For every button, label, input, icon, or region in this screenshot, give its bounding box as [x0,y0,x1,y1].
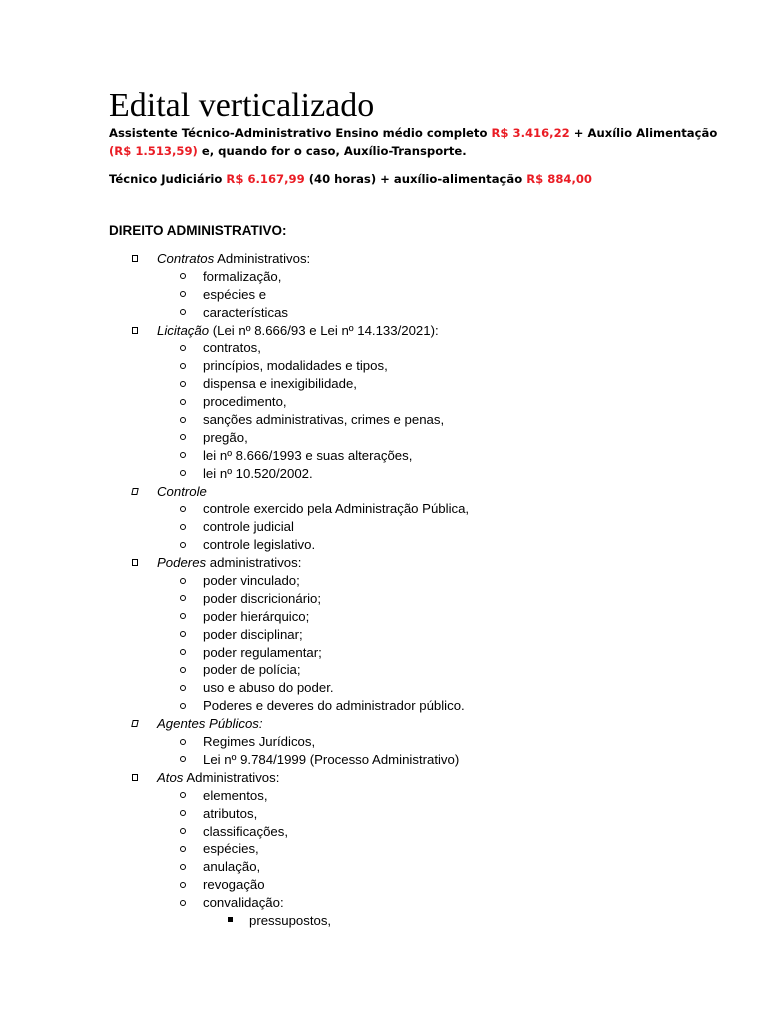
subtopic-item [0,751,768,769]
topic-item [0,322,768,340]
subtopic-label: convalidação: [203,895,284,911]
square-bullet-icon [131,720,138,727]
topic-label-italic: Controle [157,483,207,499]
subtopic-item [0,590,768,608]
subtopic-item [0,304,768,322]
subtopic-label: atributos, [203,805,258,821]
topic-item [0,250,768,268]
topic-item [0,769,768,787]
circle-bullet-icon [180,381,186,387]
circle-bullet-icon [180,864,186,870]
position-name: Assistente Técnico-Administrativo Ensino médio completo [109,126,492,140]
subtopic-item [0,393,768,411]
square-bullet-icon [131,488,138,495]
topic-label-italic: Atos [157,769,184,785]
benefit-name: (40 horas) + auxílio-alimentação [304,172,527,186]
subtopic-label: características [203,304,289,320]
topic-label [157,715,263,733]
subtopic-item [0,894,768,912]
circle-bullet-icon [180,846,186,852]
topic-item [0,554,768,572]
subtopic-label: lei nº 10.520/2002. [203,465,313,481]
subtopic-item [0,733,768,751]
subtopic-label: controle judicial [203,519,294,535]
position-assistente-line2 [109,142,467,160]
topic-label [157,483,207,501]
sub-subtopic-item [0,912,768,930]
circle-bullet-icon [180,703,186,709]
square-bullet-icon [132,559,138,566]
subtopic-label: Poderes e deveres do administrador público. [203,698,465,714]
subtopic-label: pregão, [203,429,248,445]
subtopic-label: procedimento, [203,394,287,410]
subtopic-item [0,876,768,894]
subtopic-label: Lei nº 9.784/1999 (Processo Administrativo) [203,751,460,767]
topic-item [0,715,768,733]
subtopic-item [0,375,768,393]
subtopic-item [0,805,768,823]
circle-bullet-icon [180,291,186,297]
subtopic-label: poder vinculado; [203,573,300,589]
subtopic-item [0,447,768,465]
position-tecnico-line [109,170,592,188]
section-title: DIREITO ADMINISTRATIVO: [109,223,287,238]
subtopic-item [0,411,768,429]
square-filled-bullet-icon [228,917,233,922]
topic-label [157,250,310,268]
topic-item [0,483,768,501]
benefit-value: (R$ 1.513,59) [109,144,198,158]
subtopic-label: controle legislativo. [203,537,316,553]
topic-label [157,554,301,572]
topic-label-italic: Licitação [157,322,210,338]
subtopic-label: lei nº 8.666/1993 e suas alterações, [203,447,413,463]
topic-label-rest: Administrativos: [214,251,311,266]
subtopic-label: princípios, modalidades e tipos, [203,358,388,374]
sub-subtopic-label: pressupostos, [249,912,332,928]
subtopic-label: poder discricionário; [203,590,322,606]
topic-list [0,250,768,930]
circle-bullet-icon [180,613,186,619]
square-bullet-icon [132,774,138,781]
position-assistente-line1 [109,124,717,142]
subtopic-label: sanções administrativas, crimes e penas, [203,412,445,428]
circle-bullet-icon [180,631,186,637]
circle-bullet-icon [180,542,186,548]
subtopic-label: anulação, [203,859,261,875]
subtopic-label: contratos, [203,340,261,356]
square-bullet-icon [132,255,138,262]
circle-bullet-icon [180,524,186,530]
subtopic-item [0,339,768,357]
circle-bullet-icon [180,667,186,673]
circle-bullet-icon [180,595,186,601]
subtopic-label: poder regulamentar; [203,644,322,660]
subtopic-item [0,536,768,554]
subtopic-item [0,518,768,536]
circle-bullet-icon [180,309,186,315]
subtopic-item [0,858,768,876]
topic-label-italic: Poderes [157,555,207,571]
subtopic-item [0,679,768,697]
square-bullet-icon [132,327,138,334]
subtopic-item [0,465,768,483]
circle-bullet-icon [180,363,186,369]
subtopic-item [0,697,768,715]
subtopic-label: poder hierárquico; [203,608,310,624]
circle-bullet-icon [180,756,186,762]
circle-bullet-icon [180,273,186,279]
circle-bullet-icon [180,506,186,512]
subtopic-item [0,840,768,858]
circle-bullet-icon [180,649,186,655]
circle-bullet-icon [180,578,186,584]
subtopic-item [0,644,768,662]
topic-label [157,322,439,340]
circle-bullet-icon [180,739,186,745]
subtopic-item [0,286,768,304]
subtopic-item [0,608,768,626]
topic-label-italic: Contratos [157,251,215,266]
subtopic-item [0,823,768,841]
position-name: Técnico Judiciário [109,172,227,186]
subtopic-label: controle exercido pela Administração Pública, [203,501,470,517]
subtopic-label: poder de polícia; [203,662,301,678]
circle-bullet-icon [180,452,186,458]
topic-label-rest: administrativos: [206,555,302,571]
subtopic-label: uso e abuso do poder. [203,680,334,696]
circle-bullet-icon [180,470,186,476]
circle-bullet-icon [180,685,186,691]
subtopic-item [0,500,768,518]
circle-bullet-icon [180,882,186,888]
subtopic-label: espécies, [203,841,259,857]
subtopic-item [0,626,768,644]
salary-value: R$ 6.167,99 [226,172,305,186]
topic-label-rest: Administrativos: [183,769,280,785]
subtopic-item [0,661,768,679]
subtopic-label: Regimes Jurídicos, [203,734,316,750]
benefit-value: R$ 884,00 [526,172,592,186]
topic-label-rest: (Lei nº 8.666/93 e Lei nº 14.133/2021): [209,322,439,338]
subtopic-label: elementos, [203,787,268,803]
circle-bullet-icon [180,792,186,798]
topic-label-italic: Agentes Públicos: [157,716,263,732]
subtopic-item [0,357,768,375]
topic-label [157,769,279,787]
subtopic-label: dispensa e inexigibilidade, [203,376,357,392]
benefit-name: + Auxílio Alimentação [569,126,718,140]
benefit-note: e, quando for o caso, Auxílio-Transporte. [197,144,467,158]
subtopic-label: espécies e [203,286,267,302]
circle-bullet-icon [180,434,186,440]
circle-bullet-icon [180,399,186,405]
salary-value: R$ 3.416,22 [491,126,570,140]
subtopic-label: classificações, [203,823,289,839]
subtopic-item [0,572,768,590]
subtopic-label: revogação [203,877,265,893]
page-title: Edital verticalizado [109,87,375,124]
circle-bullet-icon [180,810,186,816]
circle-bullet-icon [180,345,186,351]
circle-bullet-icon [180,828,186,834]
subtopic-label: poder disciplinar; [203,626,303,642]
circle-bullet-icon [180,900,186,906]
subtopic-label: formalização, [203,268,282,284]
subtopic-item [0,268,768,286]
subtopic-item [0,787,768,805]
circle-bullet-icon [180,417,186,423]
subtopic-item [0,429,768,447]
